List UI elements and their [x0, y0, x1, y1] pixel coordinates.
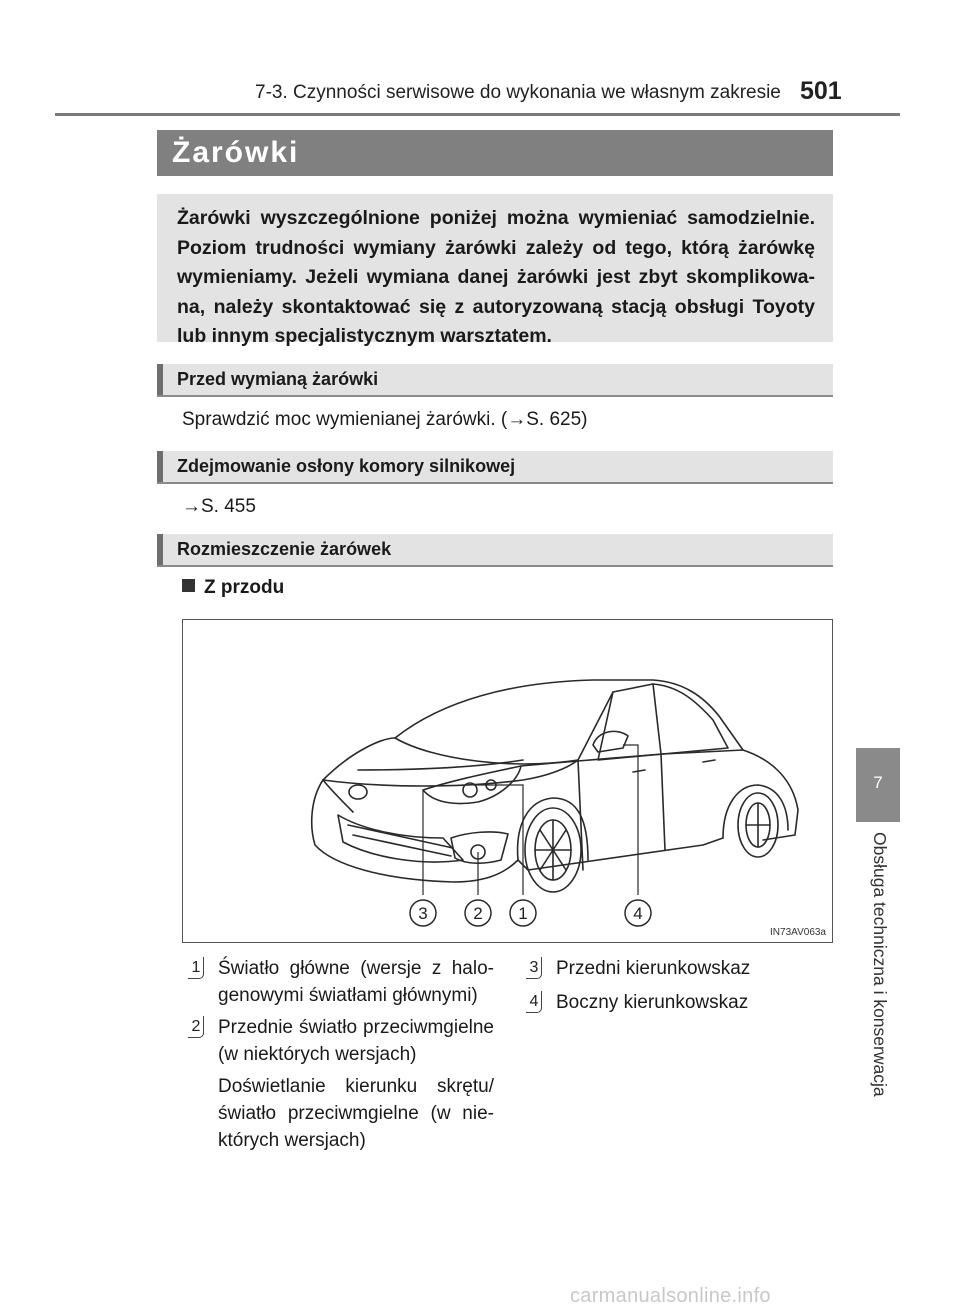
svg-text:3: 3 [418, 904, 428, 923]
section-heading-before-replacement [157, 364, 833, 397]
emblem [349, 785, 367, 799]
legend-item-2-alt: Doświetlanie kierunku skrętu/ światło przeciwmgielne (w niektórych wersjach) [218, 1076, 494, 1151]
callout-1 [510, 900, 536, 926]
legend-number-2: 2 [186, 1016, 206, 1038]
car-drawing [183, 620, 831, 941]
legend-item-4: Boczny kierunkowskaz [556, 992, 749, 1013]
figure-code: IN73AV063a [770, 927, 826, 938]
front-bumper-outline [312, 780, 518, 882]
section-heading-label: Rozmieszczenie żarówek [177, 539, 392, 559]
square-bullet-icon [182, 579, 195, 592]
before-replacement-text: Sprawdzić moc wymienianej żarówki. (→S. 625) [182, 409, 588, 430]
leader-line-4 [623, 745, 638, 895]
legend-item-3: Przedni kierunkowskaz [556, 958, 751, 979]
car-roof-outline [395, 680, 743, 750]
subheading-front-label: Z przodu [204, 577, 285, 598]
intro-text: Żarówki wyszczególnione poniżej można wymieniać samodzielnie. Poziom trudności wymiany żarówki zależy od tego, którą żarówkę wymieniamy. Jeżeli wymiana danej żarówki jest zbyt skomplikowana, należy skontaktować się z autoryzowaną stacją obsługi Toyoty lub innym specjalistycznym warsztatem. [177, 207, 815, 347]
callout-4 [625, 900, 651, 926]
windshield [395, 692, 613, 764]
section-heading-engine-cover [157, 451, 833, 484]
title-bar [157, 130, 833, 176]
chapter-tab [856, 748, 900, 822]
svg-text:1: 1 [518, 904, 528, 923]
running-header: 7-3. Czynności serwisowe do wykonania we własnym zakresie [255, 82, 781, 103]
svg-text:2: 2 [473, 904, 483, 923]
section-heading-label: Zdejmowanie osłony komory silnikowej [177, 456, 516, 476]
engine-cover-reference: →S. 455 [182, 496, 256, 517]
section-heading-label: Przed wymianą żarówki [177, 369, 379, 389]
page-number: 501 [800, 77, 842, 105]
legend-number-3: 3 [524, 957, 544, 979]
section-heading-bulb-locations [157, 534, 833, 567]
intro-box [157, 194, 833, 347]
watermark: carmanualsonline.info [570, 1285, 771, 1307]
chapter-label: Obsługa techniczna i konserwacja [870, 832, 890, 1097]
svg-text:4: 4 [633, 904, 643, 923]
side-mirror [593, 731, 628, 752]
subheading-front [182, 577, 284, 599]
legend-number-4: 4 [524, 991, 544, 1013]
car-side-body [521, 750, 798, 840]
callout-2 [465, 900, 491, 926]
legend-item-1: Światło główne (wersje z halogenowymi światłami głównymi) [218, 958, 494, 1006]
legend-item-2: Przednie światło przeciwmgielne (w niektórych wersjach) [218, 1017, 494, 1065]
legend-number-1: 1 [186, 957, 206, 979]
hood-outline [323, 738, 395, 780]
header-rule [55, 113, 900, 116]
page-title: Żarówki [172, 136, 300, 169]
car-front-illustration [182, 619, 833, 943]
callout-3 [410, 900, 436, 926]
chapter-number: 7 [873, 773, 883, 792]
